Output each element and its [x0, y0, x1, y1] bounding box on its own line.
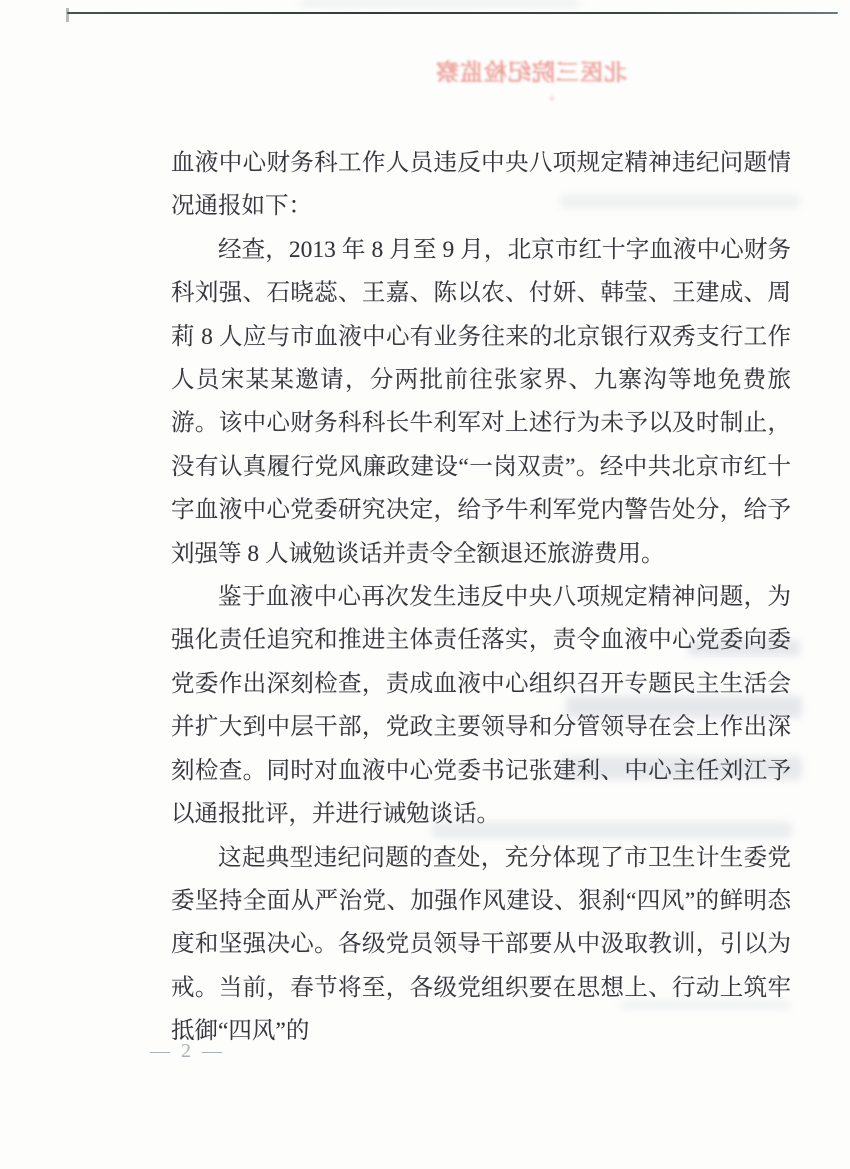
scan-edge-artifact	[66, 8, 69, 22]
body-paragraph-continuation: 血液中心财务科工作人员违反中央八项规定精神违纪问题情况通报如下：	[171, 150, 791, 220]
body-paragraph: 经查，2013 年 8 月至 9 月，北京市红十字血液中心财务科刘强、石晓蕊、王嘉、陈以农、付妍、韩莹、王建成、周莉 8 人应与市血液中心有业务往来的北京银行双秀支行工作人员宋某某邀请，分两批前往张家界、九寨沟等地免费旅游。该中心财务科科长牛利军对上述行为未予以及时制止，没有认真履行党风廉政建设“一岗双责”。经中共北京市红十字血液中心党委研究决定，给予牛利军党内警告处分，给予刘强等 8 人诫勉谈话并责令全额退还旅游费用。	[171, 236, 791, 567]
document-body	[171, 142, 791, 1054]
scan-top-edge-line	[67, 12, 838, 14]
body-paragraph: 这起典型违纪问题的查处，充分体现了市卫生计生委党委坚持全面从严治党、加强作风建设、狠刹“四风”的鲜明态度和坚强决心。各级党员领导干部要从中汲取教训，引以为戒。当前，春节将至，各级党组织要在思想上、行动上筑牢抵御“四风”的	[171, 844, 791, 1045]
page-number: — 2 —	[150, 1040, 225, 1062]
red-stamp-bleedthrough: 北医三院纪检监察	[435, 59, 627, 85]
body-paragraph: 鉴于血液中心再次发生违反中央八项规定精神问题，为强化责任追究和推进主体责任落实，责令血液中心党委向委党委作出深刻检查，责成血液中心组织召开专题民主生活会并扩大到中层干部，党政主要领导和分管领导在会上作出深刻检查。同时对血液中心党委书记张建利、中心主任刘江予以通报批评，并进行诫勉谈话。	[171, 584, 791, 828]
bleedthrough-artifact	[300, 0, 580, 7]
red-stamp-mark: +	[548, 92, 556, 107]
